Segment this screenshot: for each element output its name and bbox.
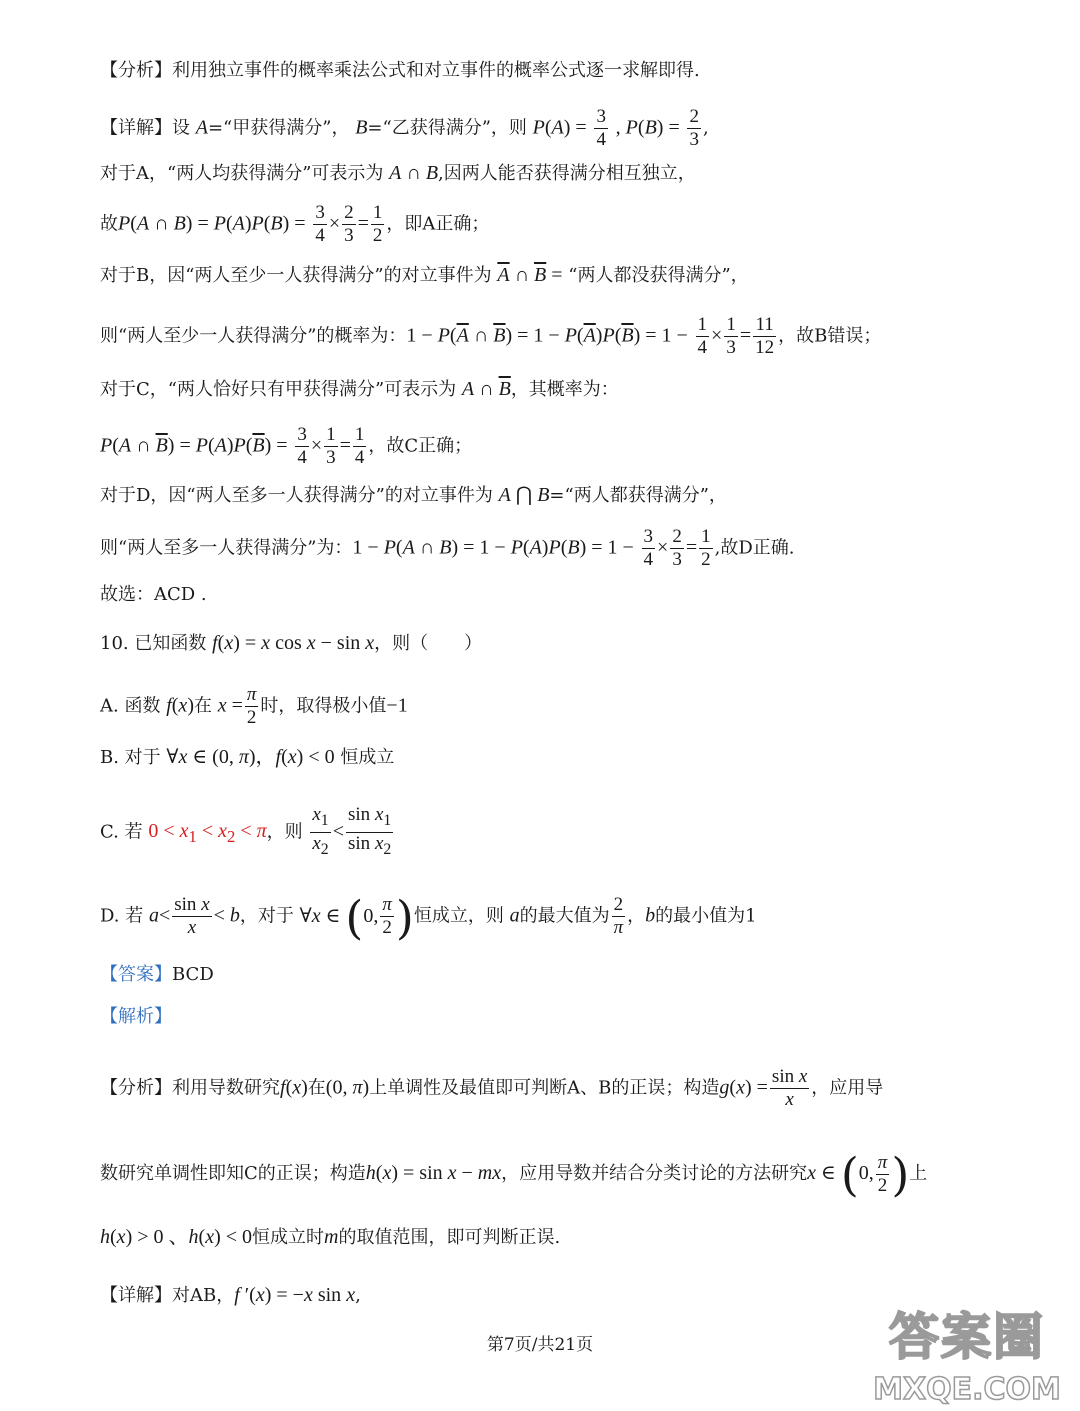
option-d: D. 若 a< $\frac{\text{sin x}}{x}$ < b，对于 ∀x ∈ (0, $\frac{\pi}{2}$ )恒成立，则 a的最大值为 $\frac{2}{\pi}$ ，b的最小值为1 [100,889,757,944]
analysis2-m: m [324,1226,339,1248]
pb-den: 3 [689,129,699,150]
line-a-tail: ,因两人能否获得满分相互独立， [438,163,696,184]
analysis2-hx: h(x) = sin x − mx [365,1162,502,1185]
jiexi-label: 【解析】 [100,1006,172,1027]
opt-d-mid: ，对于 [239,905,294,927]
option-c: C. 若 $0 < x_1 < x_2 < \pi$，则 $\frac{x_1}{x_2}$ < $\frac{\sin x_1}{\sin x_2}$ [100,804,980,861]
opt-b-expr: ∀x ∈ (0, π)，f(x) < 0 [166,746,335,768]
analysis2-gx: g(x) = [719,1076,768,1099]
opt-a-func: f(x) [166,694,194,717]
opt-d-a2: a [509,904,520,927]
line-b2-tail: ，故B错误； [778,325,882,347]
frac-3-4-d: $\frac{3}{4}$ [643,526,654,570]
frac-1-3: $\frac{1}{3}$ [726,314,736,358]
opt-d-tail: 的最小值为1 [655,905,757,927]
opt-d-mid3: 的最大值为 [519,905,610,927]
line-c2: P(A ∩ $\overline{B}) = P(A)P(\overline{B})$ = $\frac{3}{4}$ × $\frac{1}{3}$ = $\frac{1}{4}$ ，故C正确； [100,424,473,468]
opt-a-x: x = [217,694,243,717]
analysis2-l2-a: 数研究单调性即知C的正误；构造 [100,1163,366,1185]
detail2-prefix: 【详解】对AB， [100,1285,235,1306]
detail-line-1: 【详解】设 A=“甲获得满分”， B=“乙获得满分”，则 P(A) = $\frac{3}{4}$ , P(B) = $\frac{2}{3}$ , [100,106,709,150]
line-d [100,482,980,509]
answer-line [100,962,980,988]
frac-11-12: $\frac{11}{12}$ [755,314,775,358]
analysis2-l3-a: 恒成立时 [252,1227,325,1248]
line-a-text: 对于A，“两人均获得满分”可表示为 [100,163,384,184]
line-c-tail: ，其概率为： [510,379,619,400]
opt-d-a: a [148,904,159,927]
opt-a-mid: 在 [193,695,212,717]
pa-num: 3 [596,106,606,127]
frac-1-4-c: $\frac{1}{4}$ [354,424,365,468]
frac-3-4: $\frac{3}{4}$ [315,202,325,246]
a2-expr: P(A ∩ B) = P(A)P(B) = [118,212,306,235]
a-cap-not-b: A ∩ $\overline{B}$ [461,378,511,400]
answer-label: 【答案】 [100,964,172,985]
frac-1-3-c: $\frac{1}{3}$ [326,424,336,468]
line-c [100,376,980,403]
pb-expr: , P(B) = [615,116,680,139]
option-b [100,744,980,771]
analysis2-line2 [100,1147,980,1202]
event-a-def: =“甲获得满分”， [207,117,350,139]
opt-d-b: b [645,904,656,927]
analysis2-b: 在 [307,1077,326,1099]
watermark-logo [872,1297,1062,1407]
jiexi-line [100,1004,980,1030]
frac-1-2: $\frac{1}{2}$ [372,202,383,246]
analysis2-a: 【分析】利用导数研究 [100,1077,280,1099]
analysis2-d: ，应用导 [811,1077,884,1099]
line-d2-prefix: 则“两人至多一人获得满分”为： [100,537,353,559]
not-a-cap-not-b: $\overline{A}$ ∩ $\overline{B}$ = [497,264,563,286]
analysis2-interval2: x ∈ (0, $\frac{\pi}{2}$ ) [807,1147,910,1202]
line-d-tail: =“两人都获得满分”， [549,485,727,506]
pb-frac [687,106,701,151]
line-a2-prefix: 故 [100,213,118,235]
frac-2-pi: $\frac{2}{\pi}$ [613,894,624,938]
opt-c-condition: $0 < x_1 < x_2 < \pi$ [148,820,267,847]
pb-num: 2 [689,106,699,127]
event-a: A [195,116,208,139]
opt-d-prefix: D. 若 [100,905,144,927]
q10-func: f(x) = x cos x − sin x [212,632,375,654]
opt-c-prefix: C. 若 [100,821,143,843]
event-b-def: =“乙获得满分”，则 [367,117,527,139]
pa-den: 4 [596,129,606,150]
opt-b-tail: 恒成立 [340,747,395,768]
line-a2: 故P(A ∩ B) = P(A)P(B) = $\frac{3}{4}$ × $\frac{2}{3}$ = $\frac{1}{2}$ ，即A正确； [100,202,490,246]
option-a [100,684,980,729]
opt-d-interval: ∀x ∈ (0, $\frac{\pi}{2}$ ) [299,889,414,944]
analysis2-l3-b: 的取值范围，即可判断正误. [338,1227,561,1248]
detail-label: 【详解】设 [100,117,190,139]
frac-2-3-d: $\frac{2}{3}$ [672,526,682,570]
line-b2-prefix: 则“两人至少一人获得满分”的概率为： [100,325,407,347]
pa-expr: P(A) = [532,116,587,139]
line-c2-tail: ，故C正确； [368,435,473,457]
opt-a-prefix: A. 函数 [100,695,161,717]
b2-expr: $1 - P(\overline{A}$ ∩ $\overline{B}) = 1 - P(\overline{A})P(\overline{B}) = 1$ − [406,324,688,347]
line-a [100,160,980,187]
detail2-deriv: f ′(x) = −x sin x [234,1284,356,1306]
line-d2-tail: ,故D正确. [714,537,795,559]
opt-a-tail: 时，取得极小值 [260,695,387,717]
analysis2-line3 [100,1224,980,1251]
a-cap-b: A ∩ B [389,162,439,184]
frac-sinx-x: $\frac{\text{sin x}}{x}$ [174,894,210,938]
line-b2: 则“两人至少一人获得满分”的概率为：$1 - P(\overline{A}$ ∩ $\overline{B}) = 1 - P(\overline{A})P(\overline{B}) = 1$ − $\frac{1}{4}$ × $\frac{1}{3}$ = $\frac{11}{12}$ ，故B错误； [100,314,882,358]
q10-prefix: 10. 已知函数 [100,633,207,654]
frac-pi-2: $\frac{\pi}{2}$ [246,684,257,728]
line-d-text: 对于D，因“两人至多一人获得满分”的对立事件为 [100,485,493,506]
watermark-top: 答案圈 [889,1308,1045,1366]
line-a2-tail: ，即A正确； [386,213,490,235]
frac-g: $\frac{\text{sin x}}{x}$ [771,1066,808,1110]
frac-x1-x2: $\frac{x_1}{x_2}$ [312,804,329,858]
d2-expr: 1 − P(A ∩ B) = 1 − P(A)P(B) = 1 − [352,536,634,559]
line-d2: 则“两人至多一人获得满分”为：1 − P(A ∩ B) = 1 − P(A)P(B) = 1 − $\frac{3}{4}$ × $\frac{2}{3}$ = $\frac{1}{2}$ ,故D正确. [100,526,795,570]
analysis2-interval: (0, π) [325,1076,370,1099]
detail2-line: 【详解】对AB，f ′(x) = −x sin x, [100,1284,361,1306]
frac-1-2-d: $\frac{1}{2}$ [701,526,711,570]
page-footer: 第7页/共21页 [486,1335,594,1355]
line-c-text: 对于C，“两人恰好只有甲获得满分”可表示为 [100,379,457,400]
line-b-text: 对于B，因“两人至少一人获得满分”的对立事件为 [100,265,492,286]
pa-frac [594,106,608,151]
question-10 [100,630,980,657]
frac-3-4-c: $\frac{3}{4}$ [297,424,307,468]
opt-a-val: −1 [386,694,408,717]
opt-d-mid2: 恒成立，则 [413,905,504,927]
event-b: B [355,116,368,139]
analysis2-ineq: h(x) > 0 、h(x) < 0 [100,1226,253,1248]
analysis2-line1 [100,1066,980,1111]
analysis2-fx: f(x) [280,1076,308,1099]
a-cap-b-d: A ⋂ B [498,484,550,506]
frac-2-3: $\frac{2}{3}$ [344,202,354,246]
frac-sinx1-sinx2: $\frac{\sin x_1}{\sin x_2}$ [348,804,392,858]
analysis-text: 【分析】利用独立事件的概率乘法公式和对立事件的概率公式逐一求解即得. [100,60,700,81]
opt-c-mid: ，则 [266,821,303,843]
analysis2-c: 上单调性及最值即可判断A、B的正误；构造 [369,1077,720,1099]
analysis2-l2-b: ，应用导数并结合分类讨论的方法研究 [501,1163,808,1185]
choose-line [100,582,980,608]
line-b [100,262,980,289]
watermark-bottom: MXQE.COM [873,1372,1061,1407]
line-b-tail: “两人都没获得满分”， [568,265,749,286]
q10-tail: ，则（ ） [374,633,483,654]
frac-1-4: $\frac{1}{4}$ [697,314,708,358]
answer-value: BCD [172,964,214,985]
c2-expr: P(A ∩ $\overline{B}) = P(A)P(\overline{B})$ = [100,434,288,457]
opt-b-prefix: B. 对于 [100,747,161,768]
analysis2-l2-c: 上 [909,1163,928,1185]
analysis-line-1 [100,58,980,84]
choose-text: 故选：ACD . [100,584,207,605]
